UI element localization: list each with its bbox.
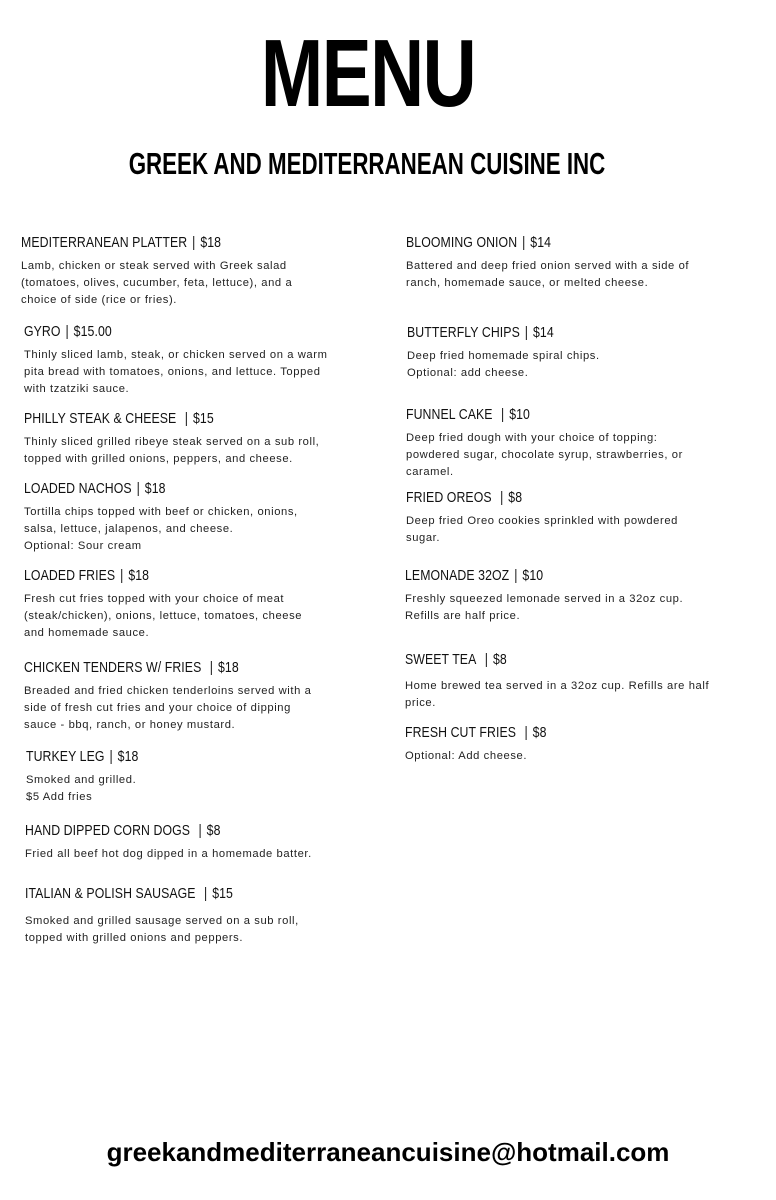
item-name: GYRO: [24, 323, 61, 340]
description-line: caramel.: [406, 466, 454, 478]
item-heading: LOADED FRIES | $18: [24, 567, 150, 584]
item-name: SWEET TEA: [405, 651, 477, 668]
menu-item-turkey-leg: [26, 748, 371, 806]
description-line: Breaded and fried chicken tenderloins served with a: [24, 685, 312, 697]
item-price: $18: [117, 748, 139, 765]
description-line: and homemade sauce.: [24, 627, 150, 639]
item-description: [24, 591, 369, 642]
description-line: sugar.: [406, 532, 441, 544]
item-name: CHICKEN TENDERS W/ FRIES: [24, 659, 202, 676]
item-price: $15: [192, 410, 214, 427]
item-description: [405, 678, 755, 712]
item-heading: CHICKEN TENDERS W/ FRIES | $18: [24, 659, 239, 676]
description-line: $5 Add fries: [26, 791, 93, 803]
description-line: Optional: Sour cream: [24, 540, 142, 552]
menu-item-blooming-onion: [406, 234, 756, 292]
description-line: price.: [405, 697, 436, 709]
description-line: (tomatoes, olives, cucumber, feta, lettuce), and a: [21, 277, 293, 289]
item-price: $18: [217, 659, 239, 676]
description-line: topped with grilled onions, peppers, and cheese.: [24, 453, 293, 465]
item-description: [24, 504, 369, 555]
item-description: [406, 430, 756, 481]
description-line: topped with grilled onions and peppers.: [25, 932, 244, 944]
menu-item-loaded-nachos: [24, 480, 369, 555]
item-price: $18: [200, 234, 222, 251]
item-description: [406, 513, 756, 547]
item-name: MEDITERRANEAN PLATTER: [21, 234, 188, 251]
description-line: salsa, lettuce, jalapenos, and cheese.: [24, 523, 234, 535]
item-name: LOADED NACHOS: [24, 480, 132, 497]
description-line: powdered sugar, chocolate syrup, strawberries, or: [406, 449, 683, 461]
description-line: Tortilla chips topped with beef or chicken, onions,: [24, 506, 298, 518]
item-description: [24, 347, 369, 398]
description-line: sauce - bbq, ranch, or honey mustard.: [24, 719, 236, 731]
description-line: Deep fried Oreo cookies sprinkled with powdered: [406, 515, 678, 527]
item-description: [21, 258, 366, 309]
menu-item-fresh-cut-fries: [405, 724, 755, 765]
item-heading: HAND DIPPED CORN DOGS | $8: [25, 822, 221, 839]
menu-item-sausage: [25, 885, 370, 947]
item-name: LEMONADE 32OZ: [405, 567, 510, 584]
description-line: side of fresh cut fries and your choice of dipping: [24, 702, 291, 714]
description-line: Fresh cut fries topped with your choice of meat: [24, 593, 285, 605]
menu-item-corn-dogs: [25, 822, 385, 863]
item-price: $8: [532, 724, 547, 741]
item-description: [24, 434, 369, 468]
menu-item-chicken-tenders: [24, 659, 369, 734]
item-price: $15.00: [73, 323, 112, 340]
description-line: Deep fried homemade spiral chips.: [407, 350, 600, 362]
description-line: ranch, homemade sauce, or melted cheese.: [406, 277, 649, 289]
restaurant-name: GREEK AND MEDITERRANEAN CUISINE INC: [128, 146, 606, 181]
item-name: TURKEY LEG: [26, 748, 105, 765]
menu-item-funnel-cake: [406, 406, 756, 481]
item-heading: GYRO | $15.00: [24, 323, 112, 340]
menu-item-butterfly-chips: [407, 324, 757, 382]
item-name: FRESH CUT FRIES: [405, 724, 517, 741]
description-line: Smoked and grilled.: [26, 774, 137, 786]
description-line: Smoked and grilled sausage served on a sub roll,: [25, 915, 299, 927]
item-name: ITALIAN & POLISH SAUSAGE: [25, 885, 196, 902]
item-description: [407, 348, 757, 382]
item-price: $10: [522, 567, 544, 584]
item-price: $15: [212, 885, 233, 902]
menu-item-fried-oreos: [406, 489, 756, 547]
description-line: Thinly sliced grilled ribeye steak served on a sub roll,: [24, 436, 320, 448]
item-heading: FUNNEL CAKE | $10: [406, 406, 530, 423]
description-line: Fried all beef hot dog dipped in a homemade batter.: [25, 848, 312, 860]
description-line: pita bread with tomatoes, onions, and lettuce. Topped: [24, 366, 321, 378]
item-heading: ITALIAN & POLISH SAUSAGE | $15: [25, 885, 233, 902]
item-name: BUTTERFLY CHIPS: [407, 324, 520, 341]
description-line: Refills are half price.: [405, 610, 521, 622]
item-name: BLOOMING ONION: [406, 234, 518, 251]
description-line: Battered and deep fried onion served with a side of: [406, 260, 690, 272]
description-line: choice of side (rice or fries).: [21, 294, 178, 306]
menu-item-mediterranean-platter: [21, 234, 366, 309]
item-name: HAND DIPPED CORN DOGS: [25, 822, 191, 839]
description-line: Thinly sliced lamb, steak, or chicken served on a warm: [24, 349, 328, 361]
menu-item-loaded-fries: [24, 567, 369, 642]
item-heading: PHILLY STEAK & CHEESE | $15: [24, 410, 214, 427]
item-description: [405, 591, 755, 625]
item-heading: MEDITERRANEAN PLATTER | $18: [21, 234, 222, 251]
item-heading: LOADED NACHOS | $18: [24, 480, 166, 497]
item-name: PHILLY STEAK & CHEESE: [24, 410, 177, 427]
menu-item-sweet-tea: [405, 651, 755, 712]
menu-title: MENU: [260, 20, 476, 127]
item-description: [25, 846, 385, 863]
item-price: $18: [128, 567, 150, 584]
item-price: $14: [532, 324, 554, 341]
contact-email[interactable]: greekandmediterraneancuisine@hotmail.com: [106, 1137, 670, 1167]
item-name: FRIED OREOS: [406, 489, 492, 506]
description-line: with tzatziki sauce.: [24, 383, 130, 395]
item-description: [405, 748, 755, 765]
description-line: Home brewed tea served in a 32oz cup. Refills are half: [405, 680, 710, 692]
item-heading: FRIED OREOS | $8: [406, 489, 523, 506]
item-description: [26, 772, 371, 806]
description-line: Deep fried dough with your choice of topping:: [406, 432, 658, 444]
item-heading: BUTTERFLY CHIPS | $14: [407, 324, 554, 341]
item-price: $8: [508, 489, 523, 506]
item-heading: LEMONADE 32OZ | $10: [405, 567, 544, 584]
menu-item-gyro: [24, 323, 369, 398]
item-heading: SWEET TEA | $8: [405, 651, 507, 668]
item-description: [24, 683, 369, 734]
item-price: $18: [144, 480, 166, 497]
item-heading: TURKEY LEG | $18: [26, 748, 139, 765]
menu-item-lemonade: [405, 567, 755, 625]
item-price: $14: [530, 234, 552, 251]
description-line: Optional: add cheese.: [407, 367, 529, 379]
item-heading: FRESH CUT FRIES | $8: [405, 724, 547, 741]
item-price: $8: [492, 651, 507, 668]
item-description: [25, 913, 370, 947]
description-line: Freshly squeezed lemonade served in a 32oz cup.: [405, 593, 684, 605]
description-line: Lamb, chicken or steak served with Greek salad: [21, 260, 287, 272]
description-line: (steak/chicken), onions, lettuce, tomatoes, cheese: [24, 610, 303, 622]
item-name: LOADED FRIES: [24, 567, 116, 584]
item-price: $8: [206, 822, 221, 839]
item-description: [406, 258, 756, 292]
item-heading: BLOOMING ONION | $14: [406, 234, 552, 251]
item-name: FUNNEL CAKE: [406, 406, 493, 423]
description-line: Optional: Add cheese.: [405, 750, 528, 762]
menu-item-philly-steak: [24, 410, 369, 468]
item-price: $10: [509, 406, 530, 423]
